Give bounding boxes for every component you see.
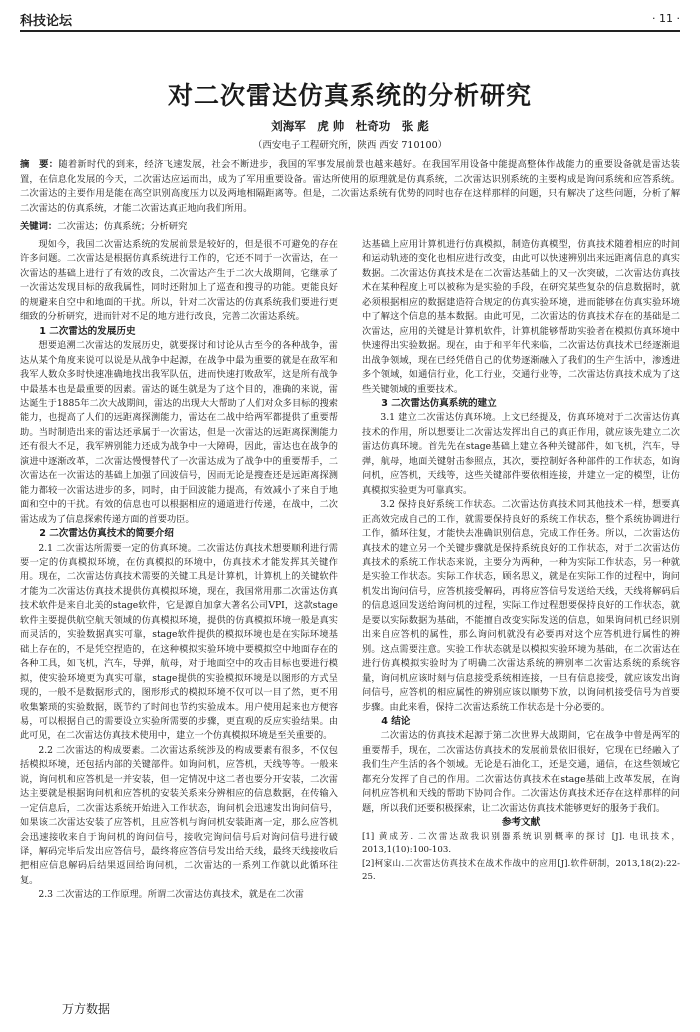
journal-name: 科技论坛	[20, 14, 73, 29]
page-number: · 11 ·	[652, 12, 680, 25]
running-header	[20, 8, 680, 32]
reference-item: [1] 黄成芳. 二次雷达敌我识别器系统识别概率的探讨 [J]. 电讯技术，2013,1(10):100-103.	[362, 831, 680, 856]
left-column	[20, 238, 338, 903]
footer-watermark: 万方数据	[62, 1002, 111, 1016]
section-heading: 4 结论	[381, 715, 411, 727]
abstract	[20, 158, 680, 216]
reference-item: [2]柯家山.二次雷达仿真技术在战术作战中的应用[J].软件研制，2013,18(2):22-25.	[362, 858, 680, 883]
body-paragraph: 二次雷达的仿真技术起源于第二次世界大战期间，它在战争中曾是两军的重要帮手，现在，二次雷达仿真技术的发展前景依旧很好，它现在已经融入了我们生产生活的各个领域。无论是石油化工，还是交通，通信，在这些领域它都充分发挥了自己的作用。二次雷达仿真技术在stage基础上改革发展，在询问机应答机和天线的帮助下协同合作。二次雷达仿真技术还存在这样那样的问题，所以我们还要积极探索，让二次雷达仿真技术能够更好的服务于我们。	[362, 730, 680, 814]
section-heading: 1 二次雷达的发展历史	[39, 325, 136, 337]
body-paragraph: 3.1 建立二次雷达仿真环境。上文已经提及，仿真环境对于二次雷达仿真技术的作用，所以想要让二次雷达发挥出自己的真正作用，就应该先建立二次雷达仿真环境。首先先在stage基础上建立各种关键部件，如飞机，汽车，导弹，航母，地面关键射击参照点，其次，要控制好各种部件的工作状态，如询问机，应答机，天线等，这些关键部件要依相连接，并建立一定的模型，让仿真模拟实验更为可靠真实。	[362, 412, 680, 496]
abstract-label: 摘 要：	[20, 159, 59, 170]
abstract-text: 随着新时代的到来，经济飞速发展，社会不断进步，我国的军事发展前景也越来越好。在我国军用设备中能提高整体作战能力的重要设备就是雷达装置，在信息化发展的今天，二次雷达应运而出，成为了军用重要设备。雷达所使用的原理就是仿真系统，二次雷达识别系统的主要构成是询问系统和应答系统。二次雷达的主要作用是能在高空识别高度压力以及两地相隔距离等。但是，二次雷达系统有优势的同时也存在这样那样的问题，只有解决了这些问题，分析了解二次雷达的仿真系统，才能二次雷达真正地向我们所用。	[20, 159, 680, 214]
body-paragraph: 想要追溯二次雷达的发展历史，就要探讨和讨论从古至今的各种战争，雷达从某个角度来说可以说是从战争中起源，在战争中最为重要的就是在敌军和我军人数众多时快速准确地找出我军队伍，进而快速打败敌军，这是所有战争中最基本也是最重要的因素。雷达的诞生就是为了这个目的，准确的来说，雷达诞生于1885年二次大战期间，雷达的出现大大帮助了人们对众多目标的搜索能力，也提高了人们的远距离探测能力，雷达在二战中给两军都提供了重要帮助。当时制造出来的雷达还承属于一次雷达，但是一次雷达的远距离探测能力还有很大不足，我军辨别能力还成为战争中一大障碍，因此，雷达也在战争的演进中逐渐改革，二次雷达慢慢替代了一次雷达成为了战争中的重要帮手，二次雷达在一次雷达的基础上加强了回波信号，因而无论是搜查还是远距离探测能力都较一次雷达进步的多，同时，由于回波能力提高，有效减小了来自于地面和空中的干扰。有效的信息也可以根据相应的通道进行传递，在战中，二次雷达成为了信息探索传递方面的首要功臣。	[20, 340, 338, 525]
body-paragraph: 达基础上应用计算机进行仿真模拟，制造仿真模型，仿真技术随着相应的时间和运动轨迹的变化也相应进行改变，由此可以快速辨别出来远距离信息的真实数据。二次雷达仿真技术是在二次雷达基础上的又一次突破，二次雷达仿真技术在某种程度上可以被称为是实验的手段，在研究某些复杂的信息数据时，就必须根据相应的数据建造符合规定的仿真实验环境，进而能够在仿真实验环境中了解这个信息的基本数据。由此可见，二次雷达的仿真技术存在的基础是二次雷达，应用的关键是计算机软件，计算机能够帮助实验者在模拟仿真环境中快速得出实验数据。现在，由于和平年代来临，二次雷达仿真技术已经逐渐退出战争领域，现在已经凭借自己的优势逐渐融入了我们的生产生活中，渗透进多个领域，如通信行业，化工行业，交通行业等，二次雷达仿真技术成为了这些关键领域的重要技术。	[362, 239, 680, 395]
references-list	[362, 831, 680, 885]
right-column	[362, 238, 680, 885]
section-heading: 2 二次雷达仿真技术的简要介绍	[39, 528, 174, 540]
body-paragraph: 2.1 二次雷达所需要一定的仿真环境。二次雷达仿真技术想要顺利进行需要一定的仿真模拟环境，在仿真模拟的环境中，仿真技术才能发挥其关键作用。现在，二次雷达仿真技术需要的关键工具是计算机，计算机上的关键软件才能为二次雷达仿真技术提供仿真模拟环境，现在，我国常用那二次雷达仿真技术软件是来自北美的stage软件，它是源自加拿大著名公司VPI，这款stage软件主要提供航空航天领域的仿真模拟环境，提供的仿真模拟环境一般是真实而灵活的，实验数据真实可靠，stage软件提供的模拟环境也是在实际环境基础上存在的，不是凭空捏造的，在这种模拟实验环境中要模拟空中地面存在的各种工具，如飞机，汽车，导弹，航母，对于地面空中的攻击目标也要进行模拟，使实验环境更为真实可靠，stage提供的实验模拟环境是以图形的方式呈现的，一般不是数据形式的，图形形式的模拟环境不仅可以一目了然，更不用收集繁琐的实验数据，既节约了时间也节约实验成本。用户使用起来也方便容易，可以根据自己的需要设立实验所需要的步骤，更直观的反应实验结果。由此可见，在二次雷达仿真技术使用中，建立一个仿真模拟环境是至关重要的。	[20, 542, 338, 742]
body-paragraph: 现如今，我国二次雷达系统的发展前景是较好的，但是很不可避免的存在许多问题。二次雷达是根据仿真系统进行工作的，它还不同于一次雷达，在一次雷达的基础上进行了有效的改良，二次雷达产生于二次大战期间，它继承了一次雷达发现目标的敌我属性，同时还附加上了巡查和搜寻的功能。更能良好的规避来自空中和地面的干扰。所以，针对二次雷达的仿真系统我们要进行更细致的分析研究，进而针对不足的地方进行改良，完善二次雷达系统。	[20, 239, 338, 323]
body-paragraph: 3.2 保持良好系统工作状态。二次雷达仿真技术同其他技术一样，想要真正高效完成自己的工作，就需要保持良好的系统工作状态，整个系统协调进行工作，循环往复，才能快去准确识别信息，完成工作任务。所以，二次雷达仿真技术的建立另一个关键步骤就是保持系统良好的工作状态，对于二次雷达仿真技术的系统工作状态来说，主要分为两种，一种为实际工作状态，另一种就是实验工作状态。实际工作状态，顾名思义，就是在实际工作的过程中，询问机发出询问信号，应答机接受解码，再将应答信号发送给天线，天线将解码后的信息返回发送给询问机的过程，实际工作过程想要保持良好的工作状态，就是要以实际数据为基础，不能擅自改变实际发送的信息，如果询问机已经识别出来自应答机的属性，那么询问机就没有必要再对这个应答机进行属性的辨别。这点需要注意。实验工作状态就是以模拟实验环境为基础，在二次雷达在进行仿真模拟实验时为了明确二次雷达系统的辨别率二次雷达系统的系统容量，询问机应该时刻与信息接受系统相连接，一旦有信息接受，就应该发出询问信号，应答机的相应属性的辨别应该以顺势下放，以询问机接受信号为首要步骤。由此来看，保持二次雷达系统工作状态是十分必要的。	[362, 499, 680, 713]
keywords-text: 二次雷达；仿真系统；分析研究	[57, 221, 188, 232]
paper-title: 对二次雷达仿真系统的分析研究	[167, 81, 532, 110]
keywords	[20, 218, 680, 232]
affiliation: （西安电子工程研究所，陕西 西安 710100）	[252, 140, 448, 151]
keywords-label: 关键词：	[20, 221, 58, 232]
authors: 刘海军 虎 帅 杜奇功 张 彪	[271, 119, 429, 133]
section-heading: 3 二次雷达仿真系统的建立	[381, 397, 497, 409]
references-heading: 参考文献	[501, 817, 541, 829]
body-paragraph: 2.2 二次雷达的构成要素。二次雷达系统涉及的构成要素有很多，不仅包括模拟环境，还包括内部的关键部件。如询问机，应答机，天线等等。一般来说，询问机和应答机是一并安装，但一定情况中这二者也要分开安装，二次雷达主要就是根据询问机和应答机的安装关系来分辨相应的信息数据，在传输入一定信息后，二次雷达系统开始进入工作状态，询问机会迅速发出询问信号，如果该二次雷达安装了应答机，且应答机与询问机安装距离一定，那么应答机会迅速接收来自于询问机的询问信号，接收完询问信号后对询问信号进行破译，解码完毕后发出应答信号，最终将应答信号发出给天线，最终天线接收后把相应信息解码后结果返回给询问机，二次雷达的一系列工作就以此循环往复。	[20, 744, 338, 886]
body-paragraph: 2.3 二次雷达的工作原理。所谓二次雷达仿真技术，就是在二次雷	[38, 889, 304, 901]
